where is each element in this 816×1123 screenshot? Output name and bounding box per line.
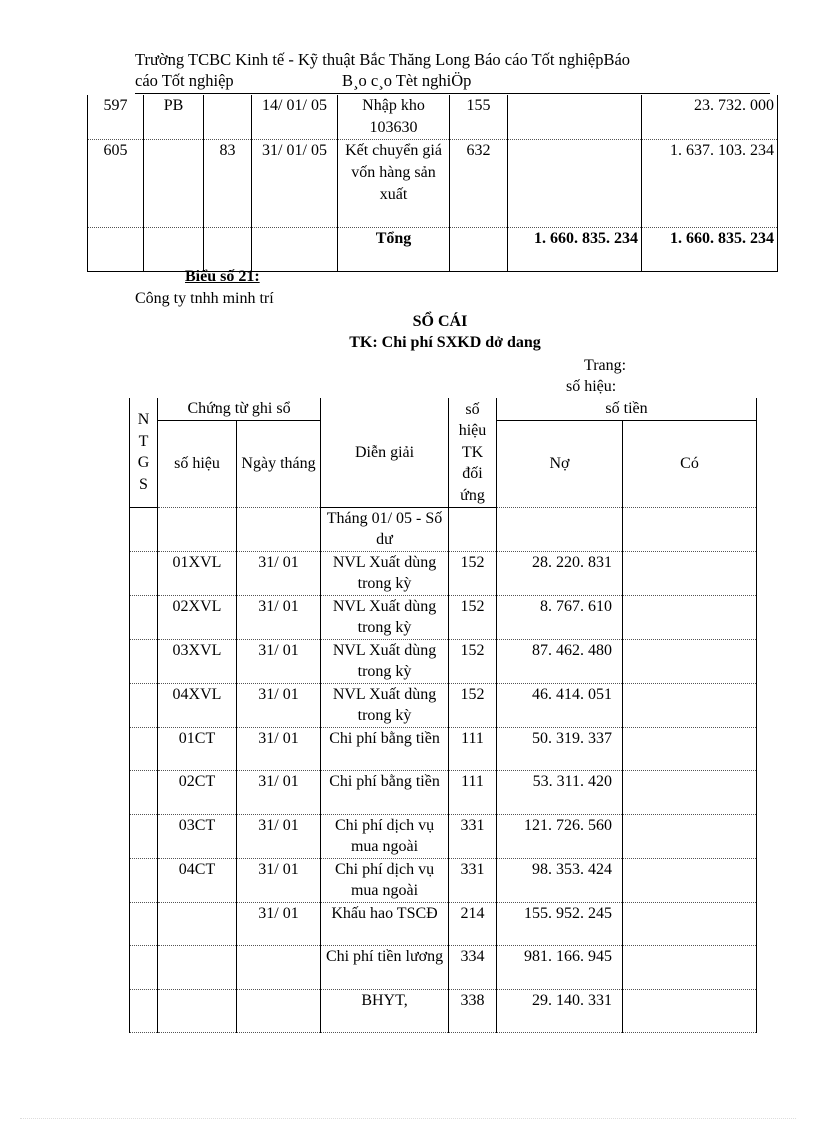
so-hieu-cell: 03XVL	[158, 639, 237, 683]
ntgs-cell	[130, 595, 158, 639]
so-hieu-header: số hiệu	[158, 420, 237, 507]
no-cell: 28. 220. 831	[497, 551, 623, 595]
table-row	[130, 989, 757, 1033]
no-cell: 87. 462. 480	[497, 639, 623, 683]
dien-giai-cell: BHYT,	[321, 989, 449, 1033]
total-label: Tổng	[338, 228, 450, 272]
table-row	[130, 551, 757, 595]
table-row	[130, 902, 757, 946]
dien-giai-header: Diễn giải	[321, 398, 449, 507]
ntgs-cell	[130, 683, 158, 727]
ntgs-cell	[130, 639, 158, 683]
table-row	[130, 858, 757, 902]
cell: 83	[204, 140, 252, 228]
tk-doi-ung-header: số hiệu TK đối ứng	[449, 398, 497, 507]
ntgs-header	[130, 398, 158, 507]
ngay-cell: 31/ 01	[237, 595, 321, 639]
table-row	[130, 727, 757, 771]
so-hieu-cell: 03CT	[158, 814, 237, 858]
so-hieu-cell: 04CT	[158, 858, 237, 902]
so-hieu-cell: 01CT	[158, 727, 237, 771]
table-row	[130, 814, 757, 858]
cell: PB	[144, 95, 204, 140]
ntgs-cell	[130, 989, 158, 1033]
table-row	[130, 946, 757, 990]
co-cell	[623, 595, 757, 639]
cell	[252, 228, 338, 272]
no-cell: 8. 767. 610	[497, 595, 623, 639]
page-bottom-rule	[20, 1118, 796, 1119]
page-header-line-2	[135, 71, 472, 91]
cell	[204, 95, 252, 140]
ntgs-cell	[130, 946, 158, 990]
company-name: Công ty tnhh minh trí	[135, 290, 274, 307]
dien-giai-cell: NVL Xuất dùng trong kỳ	[321, 595, 449, 639]
tk-cell: 334	[449, 946, 497, 990]
table-row	[130, 683, 757, 727]
ntgs-cell	[130, 858, 158, 902]
so-hieu-cell: 02XVL	[158, 595, 237, 639]
table-row	[88, 140, 778, 228]
dien-giai-cell: NVL Xuất dùng trong kỳ	[321, 683, 449, 727]
header-row-1	[130, 398, 757, 420]
no-cell: 121. 726. 560	[497, 814, 623, 858]
ntgs-letter: G	[137, 454, 150, 472]
cell	[144, 228, 204, 272]
ngay-cell: 31/ 01	[237, 814, 321, 858]
header-rule	[135, 93, 770, 94]
co-cell	[623, 727, 757, 771]
tk-cell: 152	[449, 595, 497, 639]
cell	[144, 140, 204, 228]
co-cell	[623, 551, 757, 595]
so-hieu-cell	[158, 507, 237, 551]
total-debit: 1. 660. 835. 234	[508, 228, 642, 272]
page-header-line-1: Trường TCBC Kinh tế - Kỹ thuật Bắc Thăng Long Báo cáo Tốt nghiệpBáo	[135, 50, 631, 69]
so-hieu-cell	[158, 946, 237, 990]
cell	[204, 228, 252, 272]
co-cell	[623, 989, 757, 1033]
no-cell: 53. 311. 420	[497, 771, 623, 815]
dien-giai-cell: Chi phí tiền lương	[321, 946, 449, 990]
co-cell	[623, 902, 757, 946]
dien-giai-cell: Chi phí bằng tiền	[321, 771, 449, 815]
dien-giai-cell: NVL Xuất dùng trong kỳ	[321, 639, 449, 683]
account-number-label: số hiệu:	[566, 378, 617, 395]
no-cell: 29. 140. 331	[497, 989, 623, 1033]
cell: Nhập kho 103630	[338, 95, 450, 140]
cell	[508, 95, 642, 140]
dien-giai-cell: Chi phí bằng tiền	[321, 727, 449, 771]
tk-cell: 338	[449, 989, 497, 1033]
so-hieu-cell: 02CT	[158, 771, 237, 815]
chung-tu-header: Chứng từ ghi sổ	[158, 398, 321, 420]
tk-cell	[449, 507, 497, 551]
cell: 605	[88, 140, 144, 228]
so-hieu-cell: 01XVL	[158, 551, 237, 595]
dien-giai-cell: Tháng 01/ 05 - Số dư	[321, 507, 449, 551]
table-total-row	[88, 228, 778, 272]
ngay-cell	[237, 989, 321, 1033]
header-line2-left: cáo Tốt nghiệp	[135, 71, 234, 90]
cell: 632	[450, 140, 508, 228]
cell: 23. 732. 000	[642, 95, 778, 140]
dien-giai-cell: Chi phí dịch vụ mua ngoài	[321, 814, 449, 858]
table-row	[130, 639, 757, 683]
no-cell: 98. 353. 424	[497, 858, 623, 902]
ngay-cell: 31/ 01	[237, 727, 321, 771]
ngay-cell	[237, 946, 321, 990]
tk-cell: 152	[449, 551, 497, 595]
header-line2-right: B¸o c¸o Tèt nghiÖp	[342, 71, 472, 90]
table-row	[88, 95, 778, 140]
journal-continuation-table	[87, 95, 778, 272]
cell: 155	[450, 95, 508, 140]
ntgs-letter: N	[137, 411, 150, 429]
no-cell	[497, 507, 623, 551]
ntgs-cell	[130, 902, 158, 946]
ledger-title: SỔ CÁI	[412, 313, 468, 330]
cell: 14/ 01/ 05	[252, 95, 338, 140]
ngay-cell: 31/ 01	[237, 902, 321, 946]
ntgs-cell	[130, 814, 158, 858]
cell: 1. 637. 103. 234	[642, 140, 778, 228]
ledger-table	[129, 398, 757, 1033]
table-row	[130, 507, 757, 551]
total-credit: 1. 660. 835. 234	[642, 228, 778, 272]
no-cell: 981. 166. 945	[497, 946, 623, 990]
ntgs-letter: S	[139, 475, 148, 493]
ntgs-letter: T	[138, 432, 149, 450]
co-cell	[623, 858, 757, 902]
co-cell	[623, 814, 757, 858]
ngay-cell: 31/ 01	[237, 683, 321, 727]
tk-cell: 214	[449, 902, 497, 946]
no-cell: 50. 319. 337	[497, 727, 623, 771]
no-cell: 46. 414. 051	[497, 683, 623, 727]
no-cell: 155. 952. 245	[497, 902, 623, 946]
ngay-cell: 31/ 01	[237, 858, 321, 902]
cell	[508, 140, 642, 228]
tk-cell: 111	[449, 771, 497, 815]
ntgs-cell	[130, 771, 158, 815]
so-hieu-cell	[158, 989, 237, 1033]
page-label: Trang:	[584, 357, 627, 374]
tk-cell: 152	[449, 639, 497, 683]
cell	[88, 228, 144, 272]
ledger-subtitle: TK: Chi phí SXKD dở dang	[349, 334, 541, 351]
co-header: Có	[623, 420, 757, 507]
cell: 597	[88, 95, 144, 140]
ngay-cell: 31/ 01	[237, 551, 321, 595]
ngay-thang-header: Ngày tháng	[237, 420, 321, 507]
no-header: Nợ	[497, 420, 623, 507]
ntgs-cell	[130, 507, 158, 551]
so-hieu-cell	[158, 902, 237, 946]
table-row	[130, 595, 757, 639]
cell: Kết chuyển giá vốn hàng sản xuất	[338, 140, 450, 228]
ntgs-cell	[130, 551, 158, 595]
ngay-cell: 31/ 01	[237, 771, 321, 815]
tk-cell: 152	[449, 683, 497, 727]
cell	[450, 228, 508, 272]
bieu-so-label: Biểu số 21:	[185, 268, 260, 285]
co-cell	[623, 771, 757, 815]
ngay-cell	[237, 507, 321, 551]
tk-cell: 331	[449, 858, 497, 902]
dien-giai-cell: NVL Xuất dùng trong kỳ	[321, 551, 449, 595]
so-tien-header: số tiền	[497, 398, 757, 420]
co-cell	[623, 507, 757, 551]
cell: 31/ 01/ 05	[252, 140, 338, 228]
ntgs-cell	[130, 727, 158, 771]
co-cell	[623, 639, 757, 683]
table-row	[130, 771, 757, 815]
dien-giai-cell: Khấu hao TSCĐ	[321, 902, 449, 946]
co-cell	[623, 946, 757, 990]
dien-giai-cell: Chi phí dịch vụ mua ngoài	[321, 858, 449, 902]
co-cell	[623, 683, 757, 727]
tk-cell: 111	[449, 727, 497, 771]
tk-cell: 331	[449, 814, 497, 858]
ngay-cell: 31/ 01	[237, 639, 321, 683]
so-hieu-cell: 04XVL	[158, 683, 237, 727]
